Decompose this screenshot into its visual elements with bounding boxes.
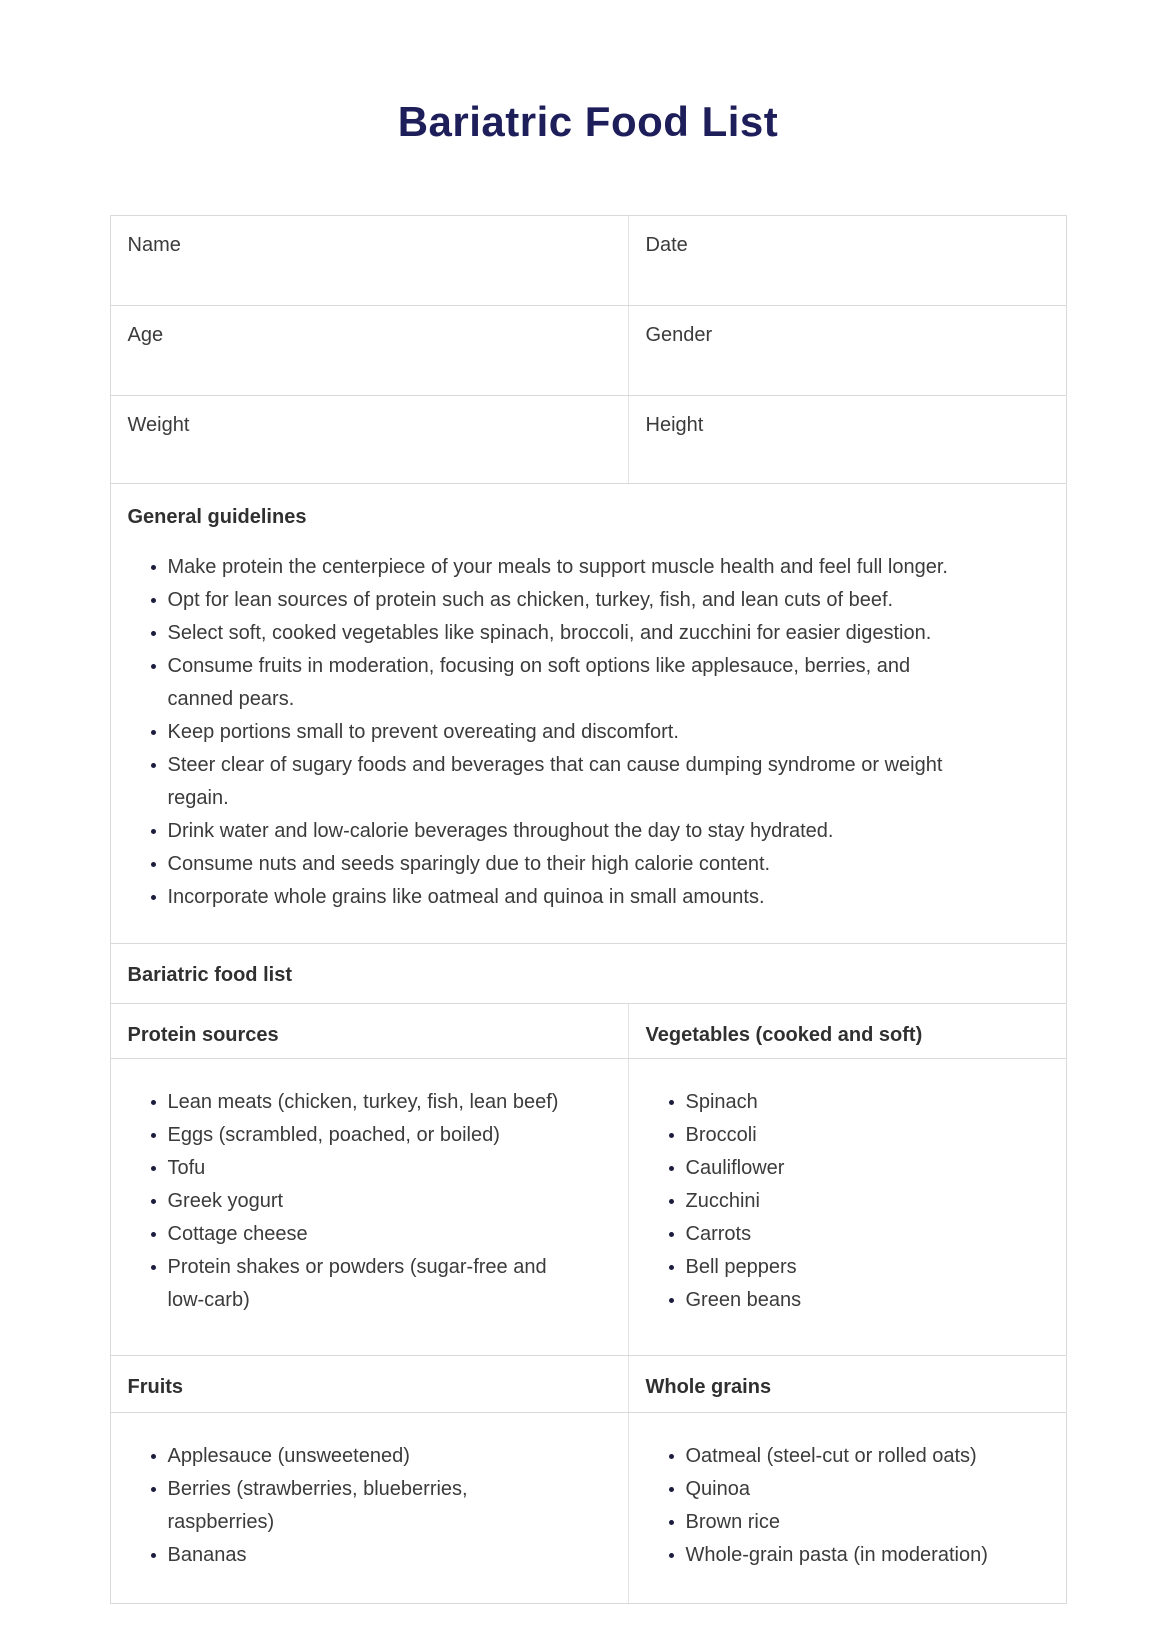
grain-item: • Brown rice xyxy=(686,1506,1049,1539)
age-field[interactable] xyxy=(111,306,629,395)
fruit-item: • Bananas xyxy=(168,1539,563,1572)
weight-field[interactable] xyxy=(111,396,629,483)
height-field[interactable] xyxy=(629,396,1066,483)
vegetable-item: • Cauliflower xyxy=(686,1152,1049,1185)
whole-grains-heading-cell xyxy=(629,1356,1066,1412)
guideline-item: • Consume fruits in moderation, focusing on soft options like applesauce, berries, and canned pears. xyxy=(168,650,968,716)
vegetable-item: • Zucchini xyxy=(686,1185,1049,1218)
protein-item: • Cottage cheese xyxy=(168,1218,563,1251)
guidelines-section xyxy=(111,484,1066,944)
guideline-item: • Make protein the centerpiece of your meals to support muscle health and feel full longer. xyxy=(168,551,968,584)
protein-item: • Lean meats (chicken, turkey, fish, lean beef) xyxy=(168,1086,563,1119)
date-label: Date xyxy=(645,234,688,256)
food-colheads-row-2 xyxy=(111,1356,1066,1413)
page-title: Bariatric Food List xyxy=(397,98,779,145)
food-lists-row-1 xyxy=(111,1059,1066,1356)
food-list-heading: Bariatric food list xyxy=(127,964,292,986)
grain-item: • Oatmeal (steel-cut or rolled oats) xyxy=(686,1440,1049,1473)
form-row-age-gender xyxy=(111,306,1066,396)
protein-sources-heading: Protein sources xyxy=(127,1024,279,1046)
weight-label: Weight xyxy=(127,414,190,436)
fruit-item: • Applesauce (unsweetened) xyxy=(168,1440,563,1473)
food-list-heading-row xyxy=(111,944,1066,1004)
age-label: Age xyxy=(127,324,164,346)
name-label: Name xyxy=(127,234,181,256)
bariatric-food-list-table xyxy=(110,215,1067,1604)
guidelines-heading: General guidelines xyxy=(127,506,307,528)
guideline-item: • Steer clear of sugary foods and beverages that can cause dumping syndrome or weight regain. xyxy=(168,749,968,815)
food-colheads-row-1 xyxy=(111,1004,1066,1059)
vegetable-item: • Broccoli xyxy=(686,1119,1049,1152)
guidelines-cell xyxy=(111,484,1066,943)
fruit-item: • Berries (strawberries, blueberries, raspberries) xyxy=(168,1473,563,1539)
guideline-item: • Incorporate whole grains like oatmeal and quinoa in small amounts. xyxy=(168,881,968,914)
fruits-heading-cell xyxy=(111,1356,629,1412)
guideline-item: • Opt for lean sources of protein such as chicken, turkey, fish, and lean cuts of beef. xyxy=(168,584,968,617)
grain-item: • Quinoa xyxy=(686,1473,1049,1506)
protein-sources-list-cell xyxy=(111,1059,629,1355)
guideline-item: • Select soft, cooked vegetables like spinach, broccoli, and zucchini for easier digestion. xyxy=(168,617,968,650)
guideline-item: • Drink water and low-calorie beverages throughout the day to stay hydrated. xyxy=(168,815,968,848)
fruits-list-cell xyxy=(111,1413,629,1603)
food-list-heading-cell xyxy=(111,944,1066,1003)
name-field[interactable] xyxy=(111,216,629,305)
form-row-weight-height xyxy=(111,396,1066,484)
date-field[interactable] xyxy=(629,216,1066,305)
fruits-list xyxy=(128,1440,611,1572)
form-row-name-date xyxy=(111,216,1066,306)
vegetable-item: • Bell peppers xyxy=(686,1251,1049,1284)
vegetable-item: • Green beans xyxy=(686,1284,1049,1317)
gender-label: Gender xyxy=(645,324,713,346)
vegetables-list-cell xyxy=(629,1059,1066,1355)
guideline-item: • Keep portions small to prevent overeating and discomfort. xyxy=(168,716,968,749)
vegetable-item: • Spinach xyxy=(686,1086,1049,1119)
vegetables-list xyxy=(646,1086,1049,1317)
vegetables-heading: Vegetables (cooked and soft) xyxy=(645,1024,923,1046)
food-lists-row-2 xyxy=(111,1413,1066,1603)
protein-item: • Greek yogurt xyxy=(168,1185,563,1218)
fruits-heading: Fruits xyxy=(127,1376,184,1398)
protein-item: • Tofu xyxy=(168,1152,563,1185)
gender-field[interactable] xyxy=(629,306,1066,395)
vegetable-item: • Carrots xyxy=(686,1218,1049,1251)
protein-sources-heading-cell xyxy=(111,1004,629,1058)
guideline-item: • Consume nuts and seeds sparingly due to their high calorie content. xyxy=(168,848,968,881)
grain-item: • Whole-grain pasta (in moderation) xyxy=(686,1539,1049,1572)
protein-sources-list xyxy=(128,1086,611,1317)
height-label: Height xyxy=(645,414,704,436)
whole-grains-list xyxy=(646,1440,1049,1572)
whole-grains-list-cell xyxy=(629,1413,1066,1603)
whole-grains-heading: Whole grains xyxy=(645,1376,772,1398)
vegetables-heading-cell xyxy=(629,1004,1066,1058)
protein-item: • Protein shakes or powders (sugar-free and low-carb) xyxy=(168,1251,563,1317)
protein-item: • Eggs (scrambled, poached, or boiled) xyxy=(168,1119,563,1152)
guidelines-list xyxy=(128,551,1049,914)
